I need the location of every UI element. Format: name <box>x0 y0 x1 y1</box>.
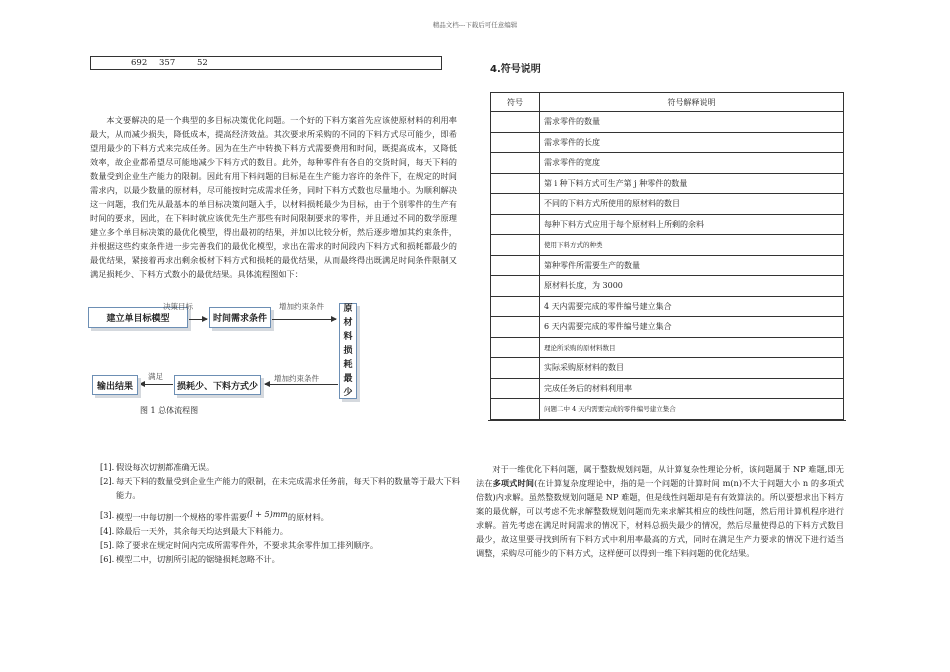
item-text: 除最后一天外，其余每天均达到最大下料能力。 <box>116 526 288 536</box>
intro-text: 本文要解决的是一个典型的多目标决策优化问题。一个好的下料方案首先应该使原材料的利用率最大，从而减少损失，降低成本，提高经济效益。其次要求所采购的不同的下料方式尽可能少，即希望用最少的下料方式来完成任务。因为在生产中转换下料方式需要费用和时间，既提高成本，又降低效率，故企业都希望尽可能地减少下料方式的数目。此外，每种零件有各自的交货时间，每天下料的数量受到企业生产能力的限制。因此有用下料问题的目标是在生产能力容许的条件下，在规定的时间需求内，以最少数量的原材料，尽可能按时完成需求任务，同时下料方式数也尽量地小。为顺利解决这一问题，我们先从最基本的单目标决策问题入手，以材料损耗最少为目标，由于个别零件的生产有时间的要求，因此，在下料时就应该优先生产那些有时间限制要求的零件，并且通过不同的数学原理建立多个单目标决策的最优化模型，得出最初的结果，并加以比较分析，然后逐步增加其约束条件，并根据这些约束条件进一步完善我们的最优化模型，求出在需求的时间段内下料方式和损耗都最少的最优结果，紧接着再求出剩余板材下料方式和损耗的最优结果，从而最终得出既满足时间条件限制又满足损耗少、下料方式数小的最优结果。具体流程图如下： <box>90 115 457 279</box>
table-row <box>491 235 844 256</box>
list-item <box>100 474 460 502</box>
table-row <box>491 153 844 174</box>
symbol-cell <box>491 358 540 379</box>
table-row <box>491 399 844 420</box>
node-char: 少 <box>343 388 353 398</box>
description-cell: 需求零件的宽度 <box>540 153 844 174</box>
table-cell: 52 <box>197 58 208 68</box>
flow-node-build-model: 建立单目标模型 <box>88 307 188 328</box>
item-number: [3]. <box>100 510 115 520</box>
description-cell: 理论所采购的原材料数目 <box>540 337 844 358</box>
table-row <box>491 276 844 297</box>
item-number: [5]. <box>100 540 115 550</box>
table-row <box>491 337 844 358</box>
node-char: 最 <box>343 374 353 384</box>
symbol-cell <box>491 276 540 297</box>
symbol-cell <box>491 194 540 215</box>
item-number: [6]. <box>100 554 115 564</box>
intro-paragraph <box>90 113 457 281</box>
edge-label-goal: 决策目标 <box>163 302 193 311</box>
list-item <box>100 524 460 538</box>
symbol-cell <box>491 235 540 256</box>
description-cell: 第种零件所需要生产的数量 <box>540 255 844 276</box>
description-cell: 实际采购原材料的数目 <box>540 358 844 379</box>
item-text: 每天下料的数量受到企业生产能力的限制，在未完成需求任务前，每天下料的数量等于最大下料能力。 <box>116 476 460 500</box>
description-cell: 6 天内需要完成的零件编号建立集合 <box>540 317 844 338</box>
description-cell: 不同的下料方式所使用的原材料的数目 <box>540 194 844 215</box>
symbol-cell <box>491 317 540 338</box>
description-cell: 第 i 种下料方式可生产第 j 种零件的数量 <box>540 173 844 194</box>
item-text: 模型一中每切割一个规格的零件需要 <box>116 512 248 522</box>
assumption-list <box>100 460 460 566</box>
symbol-cell <box>491 399 540 420</box>
symbol-cell <box>491 153 540 174</box>
table-row <box>491 132 844 153</box>
arrow-left <box>140 384 173 385</box>
symbol-cell <box>491 296 540 317</box>
table-row <box>491 173 844 194</box>
text-run: 对于一维优化下料问题，属于整数规划问题，从计算复杂性理论分析，该问题属于 NP 难题,即无法在 <box>476 464 844 488</box>
item-text: 模型二中，切割所引起的锯缝损耗忽略不计。 <box>116 554 280 564</box>
table-header-row <box>491 93 844 112</box>
table-row <box>491 112 844 133</box>
list-item <box>100 538 460 552</box>
description-cell: 问题二中 4 天内需要完成的零件编号建立集合 <box>540 399 844 420</box>
edge-label-add-constraint: 增加约束条件 <box>279 302 324 311</box>
symbol-cell <box>491 378 540 399</box>
symbol-table <box>490 92 844 420</box>
list-item <box>100 508 460 524</box>
node-char: 原 <box>343 304 353 314</box>
item-number: [2]. <box>100 476 115 486</box>
arrow-left <box>265 384 338 385</box>
table-row <box>491 378 844 399</box>
description-cell: 每种下料方式应用于每个原材料上所剩的余料 <box>540 214 844 235</box>
table-cell: 692 <box>131 58 148 68</box>
list-item <box>100 552 460 566</box>
description-cell: 完成任务后的材料利用率 <box>540 378 844 399</box>
symbol-cell <box>491 337 540 358</box>
edge-label-satisfy: 满足 <box>148 372 163 381</box>
text-run: (在计算复杂度理论中，指的是一个问题的计算时间 m(n)不大于问题大小 n 的多项式倍数)内求解。虽然整数规划问题是 NP 难题，但是线性问题却是有有效算法的。所以要想求出下料方案的最优解，可以考虑不先求解整数规划问题而先来求解其相应的线性问题，然后用计算机程序进行求解。首先考虑在满足时间需求的情况下，材料总损失最少的情况，然后尽量使得总的下料方式数目最少，故这里要寻找到所有下料方式中利用率最高的方式，同时在满足生产力要求的情况下进行适当调整，采购尽可能少的下料方式，这样便可以得到一维下料问题的优化结果。 <box>476 478 844 558</box>
table-row <box>491 214 844 235</box>
top-table-fragment <box>90 56 442 70</box>
item-text: 除了要求在规定时间内完成所需零件外，不要求其余零件加工排列顺序。 <box>116 540 379 550</box>
arrow-right <box>272 319 336 320</box>
item-text: 假设每次切割都准确无误。 <box>116 462 215 472</box>
description-cell: 使用下料方式的种类 <box>540 235 844 256</box>
bold-term: 多项式时间 <box>492 478 535 488</box>
symbol-cell <box>491 112 540 133</box>
column-header: 符号 <box>491 93 540 112</box>
list-item <box>100 460 460 474</box>
right-text <box>476 462 844 560</box>
flow-node-time-demand: 时间需求条件 <box>209 307 271 328</box>
flow-node-low-loss: 损耗少、下料方式少 <box>174 375 261 395</box>
figure-caption: 图 1 总体流程图 <box>140 406 199 415</box>
flow-node-output: 输出结果 <box>92 375 138 395</box>
node-char: 材 <box>343 318 353 328</box>
table-row <box>491 296 844 317</box>
node-char: 耗 <box>343 360 353 370</box>
item-text: 的原材料。 <box>287 512 329 522</box>
description-cell: 4 天内需要完成的零件编号建立集合 <box>540 296 844 317</box>
symbol-cell <box>491 214 540 235</box>
flow-node-min-material-loss <box>339 303 357 399</box>
column-header: 符号解释说明 <box>540 93 844 112</box>
right-paragraph <box>476 462 844 560</box>
description-cell: 原材料长度，为 3000 <box>540 276 844 297</box>
description-cell: 需求零件的长度 <box>540 132 844 153</box>
symbol-cell <box>491 255 540 276</box>
description-cell: 需求零件的数量 <box>540 112 844 133</box>
symbol-cell <box>491 173 540 194</box>
arrow-right <box>189 319 207 320</box>
section-title: 4.符号说明 <box>490 64 541 75</box>
symbol-cell <box>491 132 540 153</box>
formula: (l + 5)mm <box>247 510 288 519</box>
edge-label-add-constraint-2: 增加约束条件 <box>274 374 319 383</box>
table-row <box>491 194 844 215</box>
table-row <box>491 317 844 338</box>
flowchart <box>88 300 360 400</box>
node-char: 料 <box>343 332 353 342</box>
item-number: [4]. <box>100 526 115 536</box>
table-row <box>491 358 844 379</box>
node-char: 损 <box>343 346 353 356</box>
table-bottom-rule <box>488 420 846 421</box>
item-number: [1]. <box>100 462 115 472</box>
table-row <box>491 255 844 276</box>
table-cell: 357 <box>159 58 176 68</box>
page-header: 精品文档---下载后可任意编辑 <box>432 21 518 29</box>
